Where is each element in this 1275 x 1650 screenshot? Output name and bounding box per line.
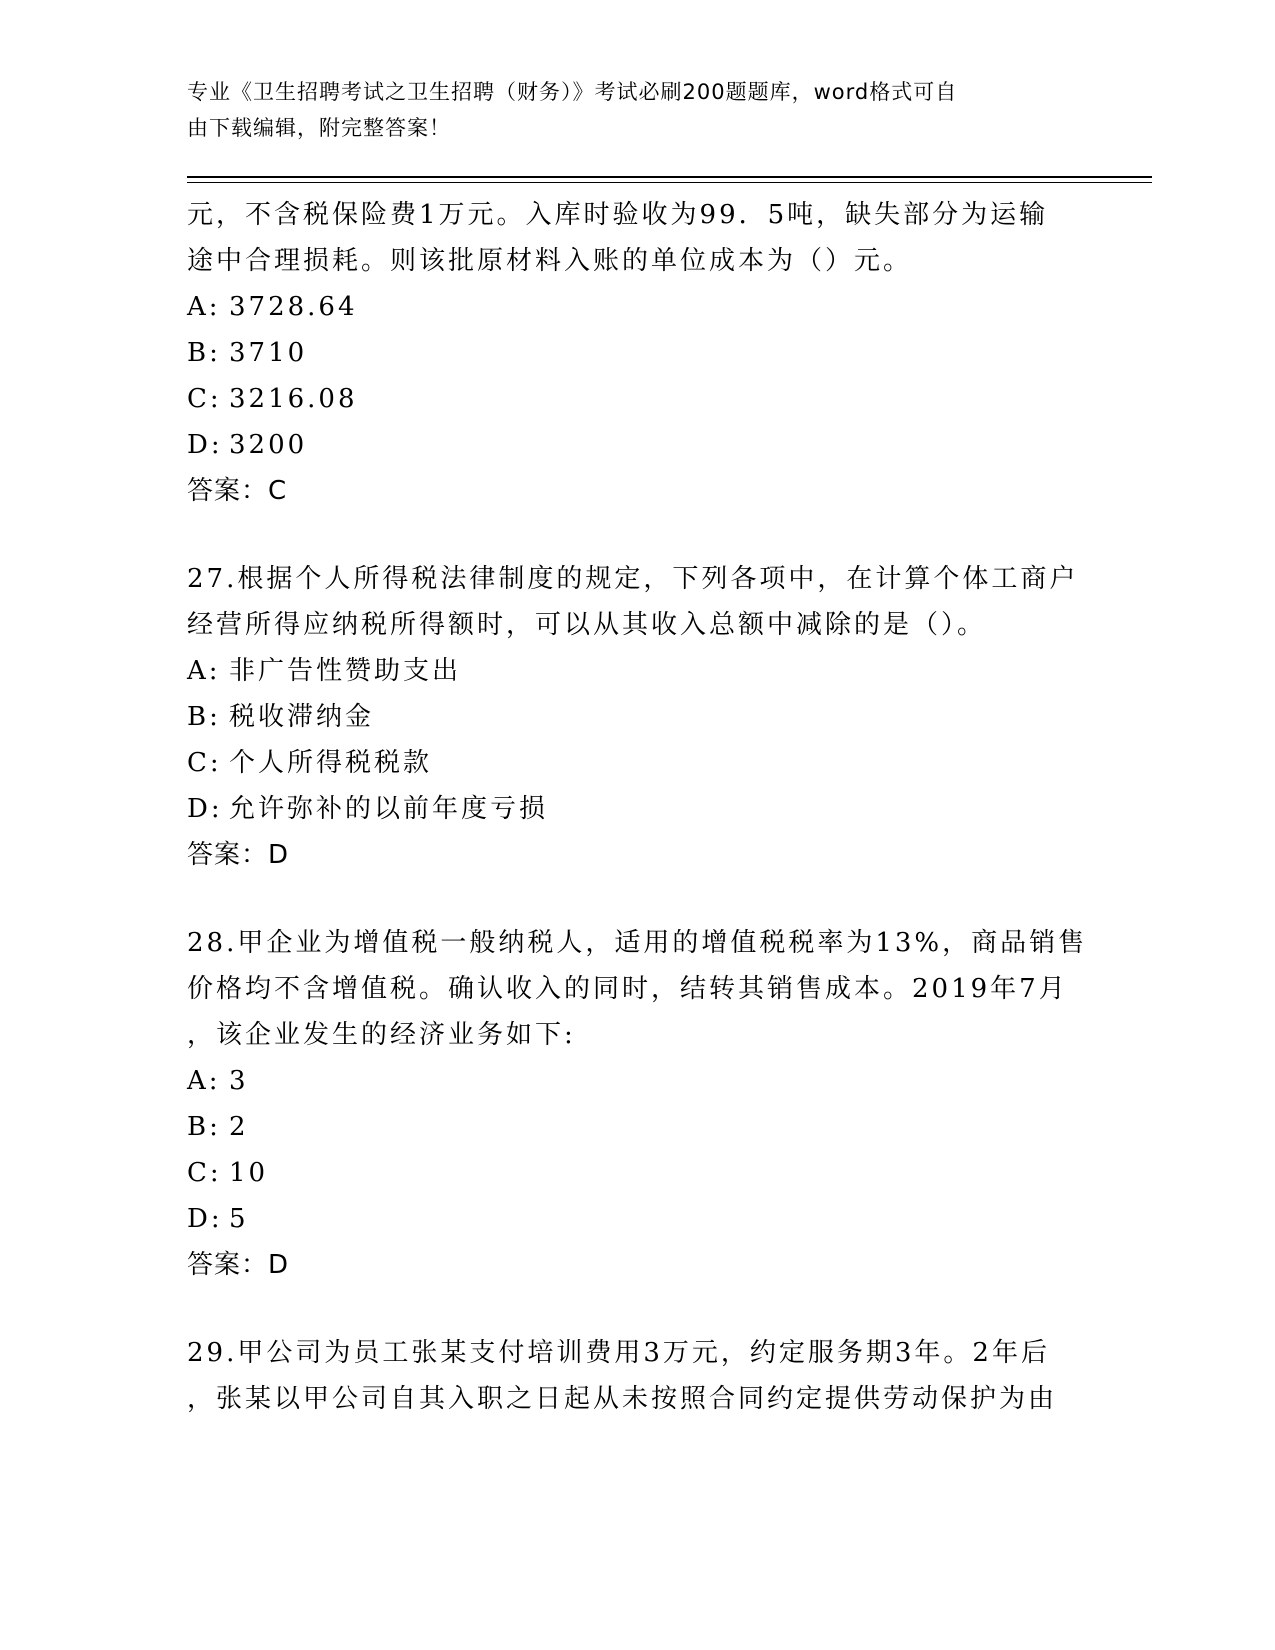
option-c — [187, 1150, 1067, 1196]
question-stem-line: 27.根据个人所得税法律制度的规定，下列各项中，在计算个体工商户 — [187, 564, 1079, 594]
answer-line: 答案：D — [187, 1250, 290, 1280]
option-label: D: — [187, 794, 223, 824]
question-28 — [187, 920, 1088, 1288]
option-text: 3216.08 — [229, 384, 358, 414]
question-stem-line: 途中合理损耗。则该批原材料入账的单位成本为（）元。 — [187, 246, 913, 276]
option-label: C: — [187, 1158, 222, 1188]
option-a — [187, 648, 1067, 694]
option-label: B: — [187, 702, 221, 732]
answer-line: 答案：D — [187, 840, 290, 870]
option-label: A: — [187, 1066, 221, 1096]
question-stem-line: 29.甲公司为员工张某支付培训费用3万元，约定服务期3年。2年后 — [187, 1338, 1050, 1368]
question-content — [187, 192, 1088, 1422]
option-text: 允许弥补的以前年度亏损 — [229, 794, 549, 824]
question-stem-line: ，张某以甲公司自其入职之日起从未按照合同约定提供劳动保护为由 — [187, 1384, 1058, 1414]
option-a — [187, 1058, 1067, 1104]
question-stem-line: ，该企业发生的经济业务如下: — [187, 1020, 576, 1050]
option-c — [187, 376, 1067, 422]
header-line-1: 专业《卫生招聘考试之卫生招聘（财务）》考试必刷200题题库，word格式可自 — [187, 80, 958, 104]
option-b — [187, 694, 1067, 740]
option-b — [187, 1104, 1067, 1150]
spacer — [187, 878, 1067, 920]
option-label: C: — [187, 384, 222, 414]
option-label: A: — [187, 292, 221, 322]
option-label: D: — [187, 430, 223, 460]
option-label: D: — [187, 1204, 223, 1234]
question-stem-line: 28.甲企业为增值税一般纳税人，适用的增值税税率为13%，商品销售 — [187, 928, 1088, 958]
option-label: B: — [187, 1112, 221, 1142]
option-text: 3710 — [229, 338, 308, 368]
question-29 — [187, 1330, 1067, 1422]
question-stem-line: 价格均不含增值税。确认收入的同时，结转其销售成本。2019年7月 — [187, 974, 1068, 1004]
option-d — [187, 422, 1067, 468]
option-text: 税收滞纳金 — [229, 702, 375, 732]
option-text: 2 — [229, 1112, 249, 1142]
option-label: C: — [187, 748, 222, 778]
option-d — [187, 1196, 1067, 1242]
option-text: 个人所得税税款 — [229, 748, 433, 778]
question-stem-line: 元，不含税保险费1万元。入库时验收为99．5吨，缺失部分为运输 — [187, 200, 1049, 230]
option-text: 3 — [229, 1066, 249, 1096]
option-a — [187, 284, 1067, 330]
spacer — [187, 1288, 1067, 1330]
option-d — [187, 786, 1067, 832]
option-text: 5 — [229, 1204, 249, 1234]
option-c — [187, 740, 1067, 786]
question-27 — [187, 556, 1079, 878]
question-stem-line: 经营所得应纳税所得额时，可以从其收入总额中减除的是（）。 — [187, 610, 987, 640]
question-26 — [187, 192, 1067, 514]
option-b — [187, 330, 1067, 376]
answer-line: 答案：C — [187, 476, 288, 506]
spacer — [187, 514, 1067, 556]
option-text: 3728.64 — [229, 292, 358, 322]
option-text: 3200 — [229, 430, 308, 460]
option-label: B: — [187, 338, 221, 368]
option-text: 10 — [229, 1158, 269, 1188]
header-divider-thin — [187, 182, 1152, 183]
header-line-2: 由下载编辑，附完整答案！ — [187, 116, 451, 140]
option-label: A: — [187, 656, 221, 686]
option-text: 非广告性赞助支出 — [229, 656, 462, 686]
document-header — [187, 74, 1067, 146]
header-divider-thick — [187, 176, 1152, 178]
